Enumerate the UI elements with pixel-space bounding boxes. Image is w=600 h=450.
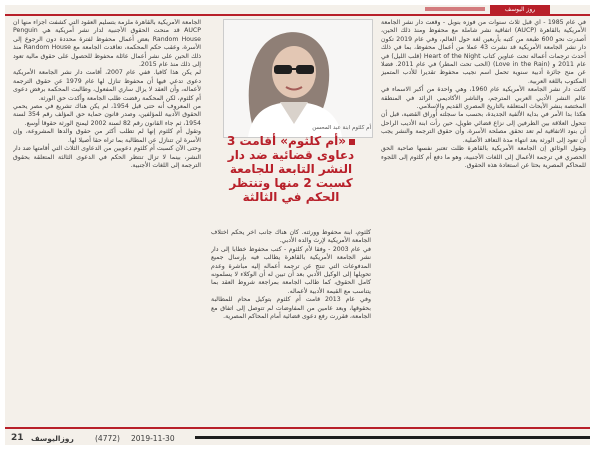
headline-bullet-icon [349,139,355,145]
portrait-photo [223,19,373,138]
issue-number: (4772) [95,434,120,443]
magazine-name: روزاليوسف [31,434,74,443]
paragraph: وتقول أم كلثوم إنها لم تطلب أكثر من حقوق والدها المشروعة، وإن الأسرة لن تتنازل عن المطالبة بما تراه حقا أصيلا لها. [13,128,201,144]
paragraph: وحتى الآن كسبت أم كلثوم دعويين من الدعاوى الثلاث التي أقامتها ضد دار النشر، بينما لا تزال تنتظر الحكم في الدعوى الثالثة المتعلقة بحقوق الترجمة إلى اللغات الأجنبية. [13,145,201,169]
article-column-left [13,19,201,422]
header-accent-bar [425,7,485,11]
footer-bar [195,436,590,439]
photo-caption: أم كلثوم ابنة عبد المحسن [312,125,371,131]
paragraph: من المعروف أنه حتى قبل 1954، لم يكن هناك تشريع في مصر يحمي الحقوق الأدبية للمؤلفين، وصدر قانون حماية حق المؤلف رقم 354 لسنة 1954، ثم جاء القانون رقم 82 لسنة 2002 ليمنح الورثة حقوقا أوسع. [13,103,201,127]
page-number: 21 [11,433,24,443]
headline-text: «أم كلثوم» أقامت 3 دعاوى قضائية ضد دار النشر التابعة للجامعة كسبت 2 منها وتنتظر الحكم في الثالثة [226,134,355,204]
portrait-illustration [224,20,372,137]
header-rule [5,14,590,16]
paragraph: الجامعة الأمريكية بالقاهرة ملزمة بتسليم العقود التي كشفت أجزاء منها أن AUCP قد منحت الحقوق الأجنبية لدار نشر أمريكية هي Penguin Random House بعض أعمال محفوظ لفترة محددة دون الرجوع إلى الأسرة، وعقب حكم المحكمة، تعاقدت الجامعة مع Random House منذ ذلك الحين على نشر أعمال عائلة محفوظ للحصول على حقوق مالية تعود إلى ذلك منذ عام 2015. [13,19,201,69]
paragraph: وتقول الوثائق إن الجامعة الأمريكية بالقاهرة ظلت تعتبر نفسها صاحبة الحق الحصري في ترجمة الأعمال إلى اللغات الأجنبية، وهو ما دفع أم كلثوم إلى اللجوء للمحاكم المصرية بحثا عن استعادة هذه الحقوق. [381,145,586,169]
article-headline [211,134,371,224]
paragraph: هكذا بدا الأمر في بداية الألفية الجديدة، بحسب ما سجلته أوراق القضية، قبل أن تتحول العلاقة بين الطرفين إلى نزاع قضائي طويل، حين رأت ابنة الأديب الراحل أن بنود الاتفاقية لم تعد تحقق مصلحة الأسرة، وأن حقوق الترجمة والنشر يجب أن تعود إلى الورثة بعد انتهاء مدة التعاقد الأصلية. [381,111,586,144]
page-header [5,5,590,15]
paragraph: لم يكن هذا كافيا. ففي عام 2007، أقامت دار نشر الجامعة الأمريكية دعوى تدعي فيها أن محفوظ تنازل لها عام 1979 عن حقوق الترجمة لأعماله، وأن العقد لا يزال ساري المفعول، وطالبت المحكمة برفض دعوى أم كلثوم، لكن المحكمة رفضت طلب الجامعة وأكدت حق الورثة. [13,69,201,102]
paragraph: وفي عام 2013 قامت أم كلثوم بتوكيل محام للمطالبة بحقوقها، وبعد عامين من المفاوضات لم تتوصل إلى اتفاق مع الجامعة، فقررت رفع دعوى قضائية أمام المحاكم المصرية. [211,296,371,321]
article-column-right [381,19,586,422]
paragraph: كانت دار نشر الجامعة الأمريكية عام 1960، وهي واحدة من أكبر الاسماء في عالم النشر الأدبي العربي المترجم، والناشر الأكاديمي الرائد في المنطقة المختصة بنشر الأبحاث المتعلقة بالتاريخ المصري القديم والإسلامي. [381,86,586,111]
paragraph: كلثوم، ابنة محفوظ وورثته. كان هناك جانب آخر يحكم اختلاف الجامعة الأمريكية لإرث والده الأدبي. [211,229,371,245]
section-tag: روز اليوسف [490,5,550,14]
page-footer [5,429,590,445]
paragraph: في عام 2003 - وفقا لأم كلثوم - كتب محفوظ خطابا إلى دار نشر الجامعة الأمريكية بالقاهرة يطالب فيه بإرسال جميع المدفوعات التي تنتج عن ترجمة أعماله إليه مباشرة وعدم تحويلها إلى الوكيل الأدبي بعد أن تبين له أن الوكلاء لا يسلمونه كامل الحقوق، كما طالب الجامعة بمراجعة شروط العقد بما يتناسب مع القيمة الأدبية لأعماله. [211,245,371,295]
article-column-middle [211,229,371,422]
issue-date: 2019-11-30 [131,434,175,443]
paragraph: في عام 1985 - أي قبل ثلاث سنوات من فوزه بنوبل - وقعت دار نشر الجامعة الأمريكية بالقاهرة (AUCP) اتفاقية نشر شاملة مع محفوظ ومنذ ذلك الحين، أصدرت نحو 600 طبعة من كتبه بأربعين لغة حول العالم، وفي عام 2019 تكون دار نشر الجامعة الأمريكية قد نشرت 43 عملا من أعمال محفوظ، بما في ذلك أحدث ترجمات أعماله تحت عناوين كتاب Heart of the Night (قلب الليل) في عام 2011 و (Love in the Rain) (الحب تحت المطر) في عام 2011. فضلا عن منح جائزة أدبية سنوية تحمل اسم نجيب محفوظ تقديرا للأدب المتميز المكتوب باللغة العربية. [381,19,586,85]
magazine-page [5,5,590,445]
